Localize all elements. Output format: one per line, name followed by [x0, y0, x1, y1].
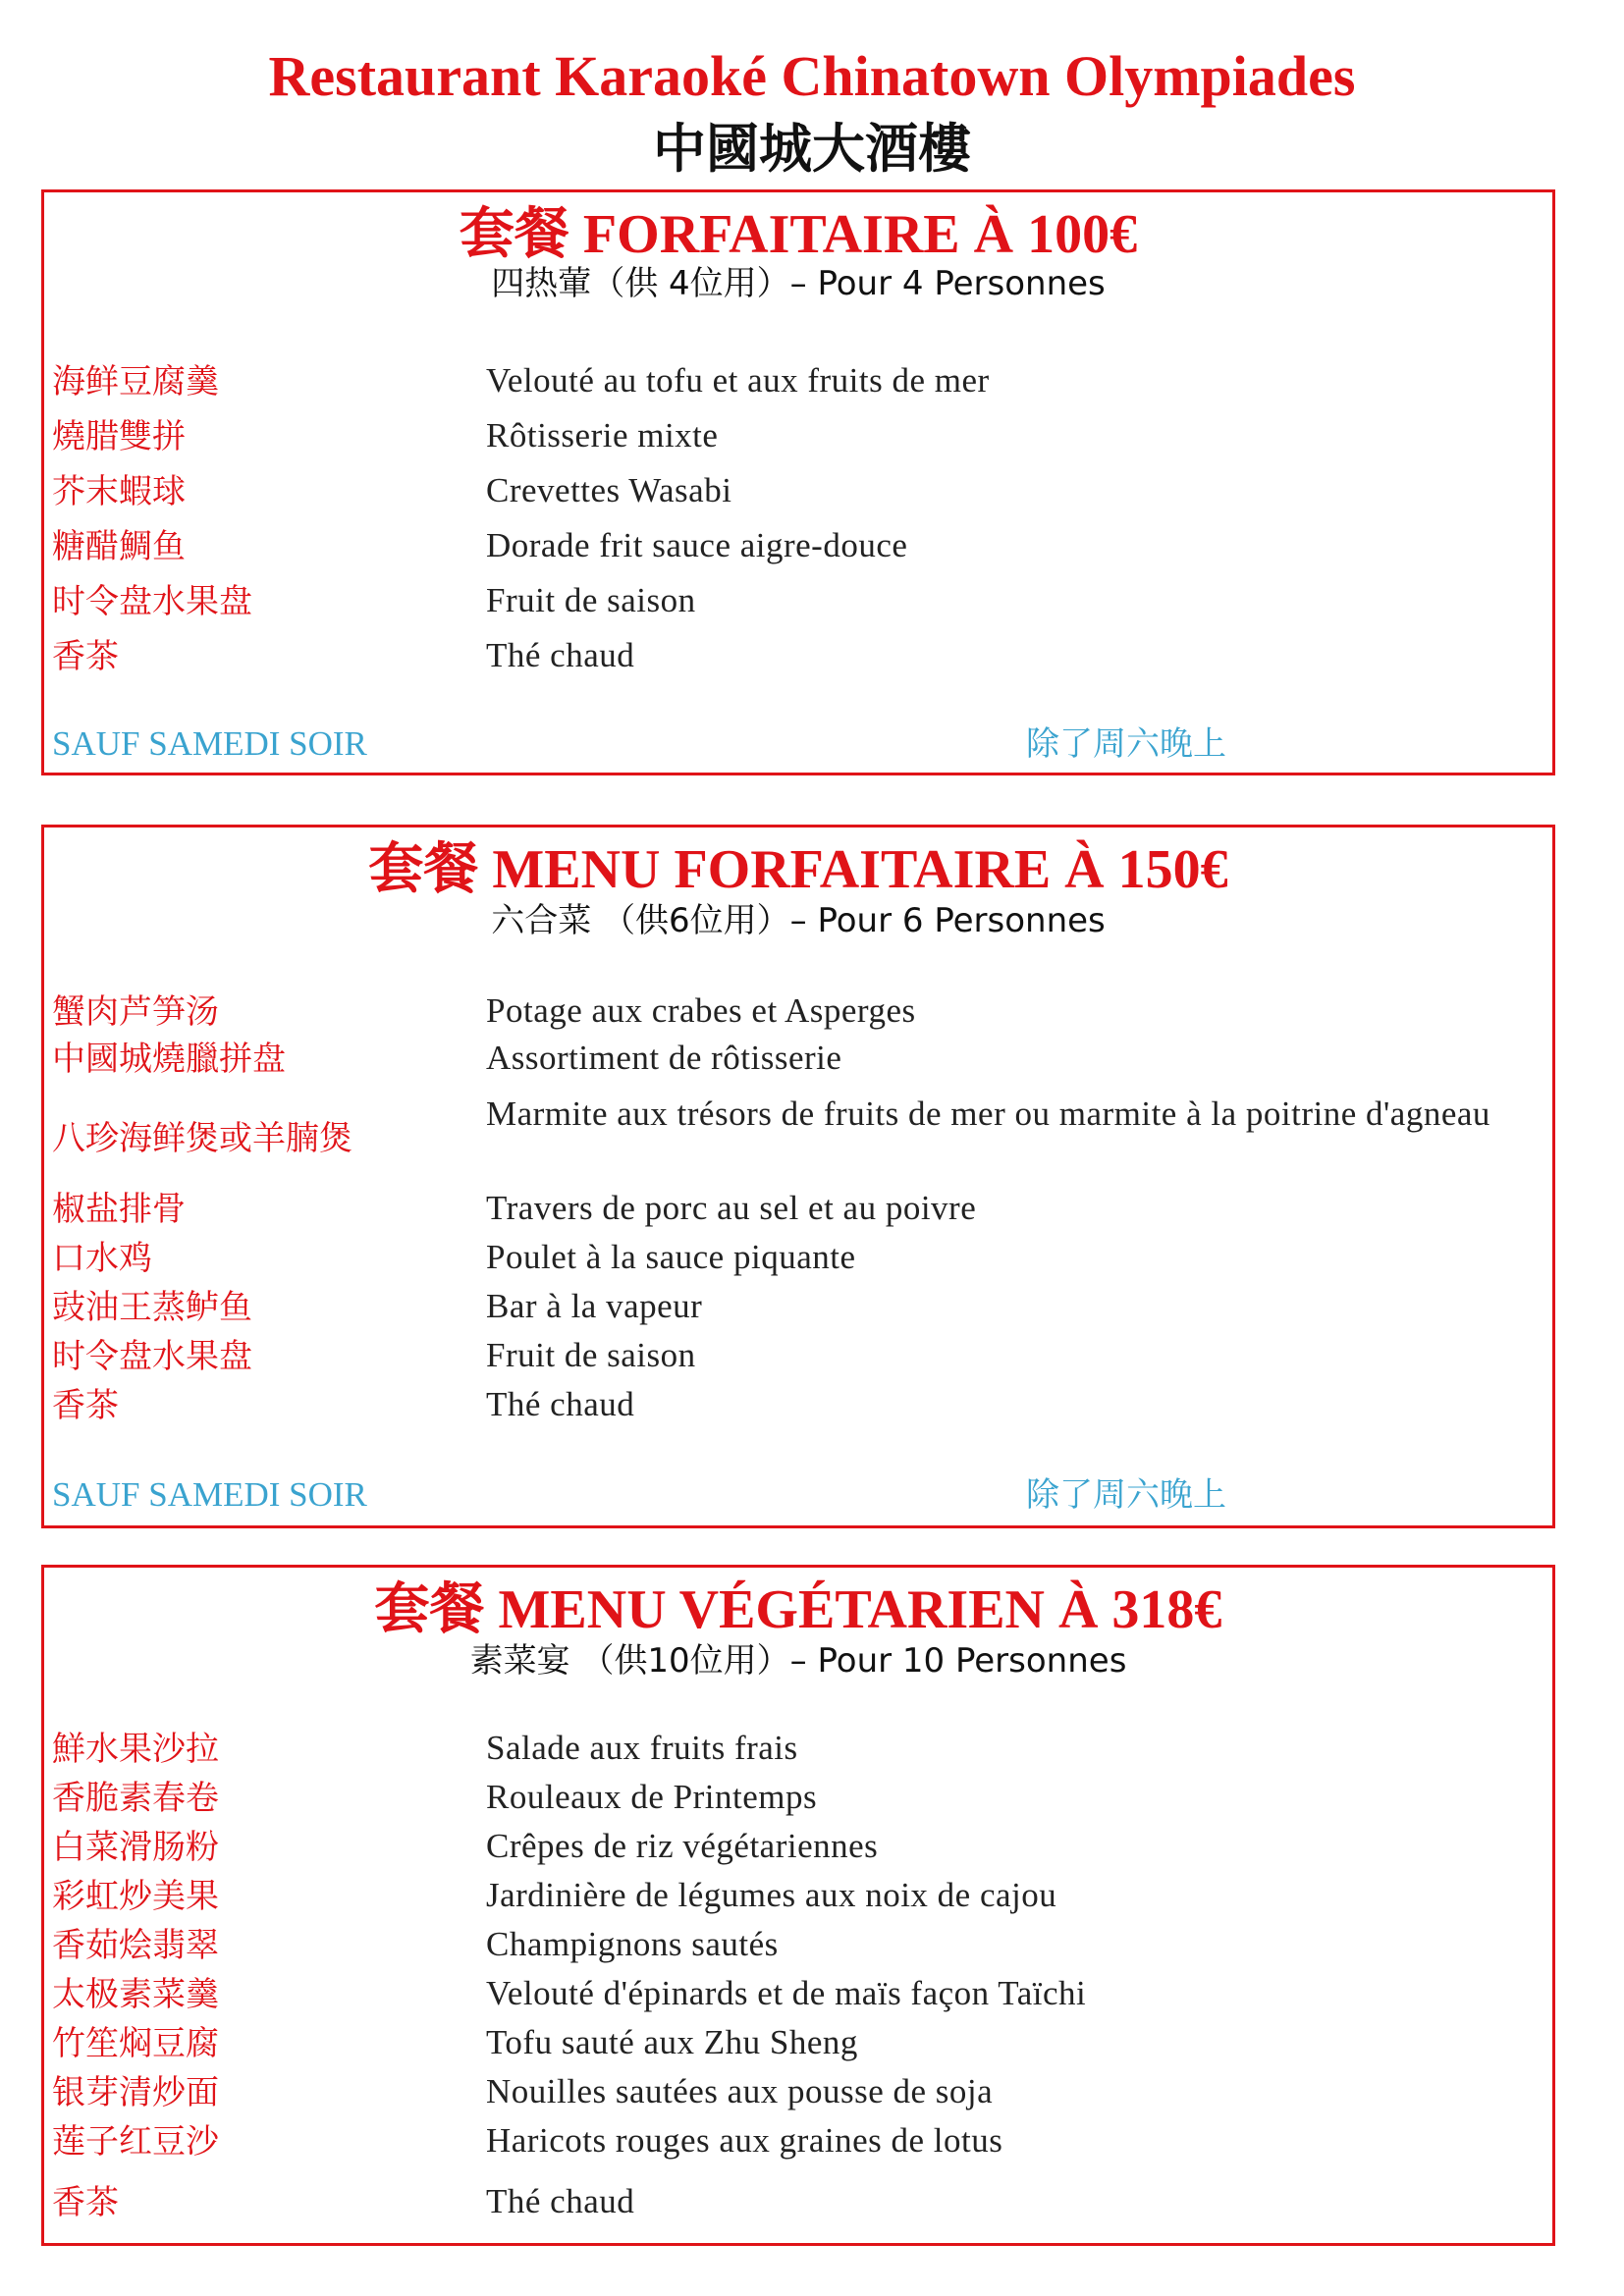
dish-french: Fruit de saison — [486, 1336, 696, 1374]
dish-french: Poulet à la sauce piquante — [486, 1238, 856, 1276]
dish-chinese: 彩虹炒美果 — [52, 1877, 219, 1916]
dish-french: Bar à la vapeur — [486, 1287, 703, 1325]
dish-french: Crevettes Wasabi — [486, 471, 732, 509]
dish-chinese: 香茹烩翡翠 — [52, 1926, 219, 1965]
dish-french: Potage aux crabes et Asperges — [486, 991, 916, 1030]
menu-heading-chinese: 套餐 — [374, 1577, 485, 1641]
dish-french: Thé chaud — [486, 2182, 635, 2220]
dish-french: Marmite aux trésors de fruits de mer ou marmite à la poitrine d'agneau — [486, 1095, 1490, 1133]
dish-chinese: 香脆素春卷 — [52, 1779, 219, 1818]
dish-chinese: 豉油王蒸鲈鱼 — [52, 1288, 252, 1327]
dish-french: Salade aux fruits frais — [486, 1729, 798, 1767]
dish-chinese: 糖醋鯛鱼 — [52, 527, 186, 566]
dish-chinese: 鮮水果沙拉 — [52, 1730, 219, 1769]
dish-french: Jardinière de légumes aux noix de cajou — [486, 1876, 1057, 1914]
dish-chinese: 白菜滑肠粉 — [52, 1828, 219, 1867]
menu-heading — [44, 837, 1552, 902]
menu-heading-chinese: 套餐 — [459, 202, 569, 266]
footer-note-french: SAUF SAMEDI SOIR — [52, 724, 367, 763]
dish-chinese: 口水鸡 — [52, 1239, 152, 1278]
dish-chinese: 银芽清炒面 — [52, 2073, 219, 2112]
dish-chinese: 燒腊雙拼 — [52, 417, 186, 456]
dish-chinese: 时令盘水果盘 — [52, 1337, 252, 1376]
menu-subtitle: 素菜宴 （供10位用）– Pour 10 Personnes — [469, 1641, 1127, 1681]
dish-chinese: 香茶 — [52, 2183, 119, 2222]
menu-heading-text: MENU FORFAITAIRE À 150€ — [492, 839, 1228, 900]
menu-heading — [44, 202, 1552, 267]
menu-heading-text: FORFAITAIRE À 100€ — [582, 204, 1138, 265]
dish-chinese: 中國城燒臘拼盘 — [52, 1040, 286, 1079]
dish-chinese: 椒盐排骨 — [52, 1190, 186, 1229]
dish-chinese: 海鲜豆腐羹 — [52, 362, 219, 401]
dish-french: Nouilles sautées aux pousse de soja — [486, 2072, 994, 2110]
dish-french: Travers de porc au sel et au poivre — [486, 1189, 977, 1227]
dish-french: Fruit de saison — [486, 581, 696, 619]
dish-french: Haricots rouges aux graines de lotus — [486, 2121, 1003, 2160]
menu-heading-chinese: 套餐 — [368, 837, 479, 901]
dish-french: Rôtisserie mixte — [486, 416, 719, 454]
footer-note-chinese: 除了周六晚上 — [1026, 1475, 1226, 1515]
dish-french: Dorade frit sauce aigre-douce — [486, 526, 908, 564]
menu-subtitle: 四热葷（供 4位用）– Pour 4 Personnes — [491, 264, 1106, 303]
menu-box-318 — [41, 1565, 1555, 2246]
dish-french: Thé chaud — [486, 636, 635, 674]
dish-french: Champignons sautés — [486, 1925, 779, 1963]
dish-chinese: 蟹肉芦笋汤 — [52, 992, 219, 1032]
dish-chinese: 香茶 — [52, 637, 119, 676]
menu-box-150 — [41, 825, 1555, 1528]
dish-french: Thé chaud — [486, 1385, 635, 1423]
dish-chinese: 时令盘水果盘 — [52, 582, 252, 621]
menu-subtitle: 六合菜 （供6位用）– Pour 6 Personnes — [491, 901, 1106, 940]
menu-heading-text: MENU VÉGÉTARIEN À 318€ — [498, 1579, 1222, 1640]
footer-note-chinese: 除了周六晚上 — [1026, 724, 1226, 764]
dish-chinese: 竹笙焖豆腐 — [52, 2024, 219, 2063]
dish-french: Velouté au tofu et aux fruits de mer — [486, 361, 990, 400]
dish-french: Assortiment de rôtisserie — [486, 1039, 842, 1077]
dish-chinese: 芥末蝦球 — [52, 472, 186, 511]
dish-chinese: 太极素菜羹 — [52, 1975, 219, 2014]
dish-chinese: 八珍海鲜煲或羊腩煲 — [52, 1119, 352, 1158]
menu-heading — [44, 1577, 1552, 1642]
menu-box-100 — [41, 189, 1555, 775]
restaurant-title: Restaurant Karaoké Chinatown Olympiades — [268, 44, 1356, 108]
dish-french: Tofu sauté aux Zhu Sheng — [486, 2023, 858, 2061]
footer-note-french: SAUF SAMEDI SOIR — [52, 1475, 367, 1514]
dish-chinese: 莲子红豆沙 — [52, 2122, 219, 2162]
dish-french: Crêpes de riz végétariennes — [486, 1827, 879, 1865]
dish-chinese: 香茶 — [52, 1386, 119, 1425]
restaurant-title-chinese: 中國城大酒樓 — [653, 118, 971, 180]
dish-french: Velouté d'épinards et de maïs façon Taïchi — [486, 1974, 1087, 2012]
dish-french: Rouleaux de Printemps — [486, 1778, 818, 1816]
